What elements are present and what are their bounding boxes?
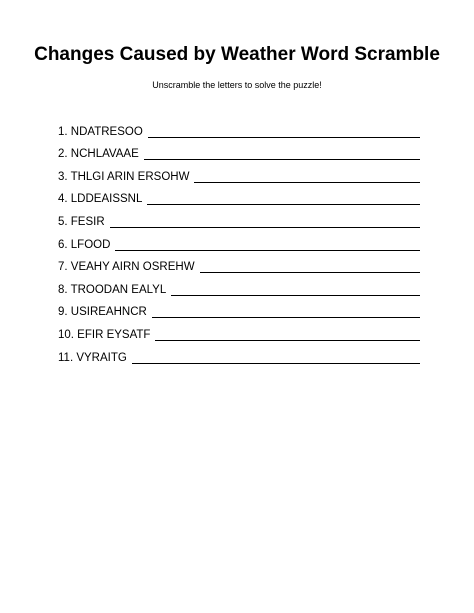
scrambled-word: 10. EFIR EYSATF	[58, 328, 151, 341]
answer-line	[115, 250, 420, 251]
puzzle-item	[58, 274, 420, 297]
puzzle-item	[58, 161, 420, 184]
answer-line	[110, 227, 420, 228]
scrambled-word: 1. NDATRESOO	[58, 125, 143, 138]
answer-line	[194, 182, 420, 183]
puzzle-item	[58, 139, 420, 162]
puzzle-list	[58, 116, 420, 365]
answer-line	[147, 204, 420, 205]
scrambled-word: 3. THLGI ARIN ERSOHW	[58, 170, 190, 183]
scrambled-word: 4. LDDEAISSNL	[58, 193, 143, 206]
page-title: Changes Caused by Weather Word Scramble	[34, 44, 440, 65]
answer-line	[171, 295, 420, 296]
puzzle-item	[58, 206, 420, 229]
puzzle-item	[58, 229, 420, 252]
scrambled-word: 8. TROODAN EALYL	[58, 283, 167, 296]
puzzle-item	[58, 342, 420, 365]
answer-line	[132, 363, 420, 364]
scrambled-word: 11. VYRAITG	[58, 351, 127, 364]
answer-line	[200, 272, 420, 273]
puzzle-item	[58, 319, 420, 342]
puzzle-item	[58, 116, 420, 139]
scrambled-word: 5. FESIR	[58, 215, 105, 228]
instructions: Unscramble the letters to solve the puzzle!	[152, 80, 322, 90]
answer-line	[155, 340, 420, 341]
scrambled-word: 6. LFOOD	[58, 238, 111, 251]
scrambled-word: 7. VEAHY AIRN OSREHW	[58, 261, 195, 274]
puzzle-item	[58, 297, 420, 320]
scrambled-word: 2. NCHLAVAAE	[58, 148, 139, 161]
scrambled-word: 9. USIREAHNCR	[58, 306, 147, 319]
puzzle-item	[58, 184, 420, 207]
answer-line	[144, 159, 420, 160]
puzzle-item	[58, 252, 420, 275]
answer-line	[152, 317, 420, 318]
answer-line	[148, 137, 420, 138]
